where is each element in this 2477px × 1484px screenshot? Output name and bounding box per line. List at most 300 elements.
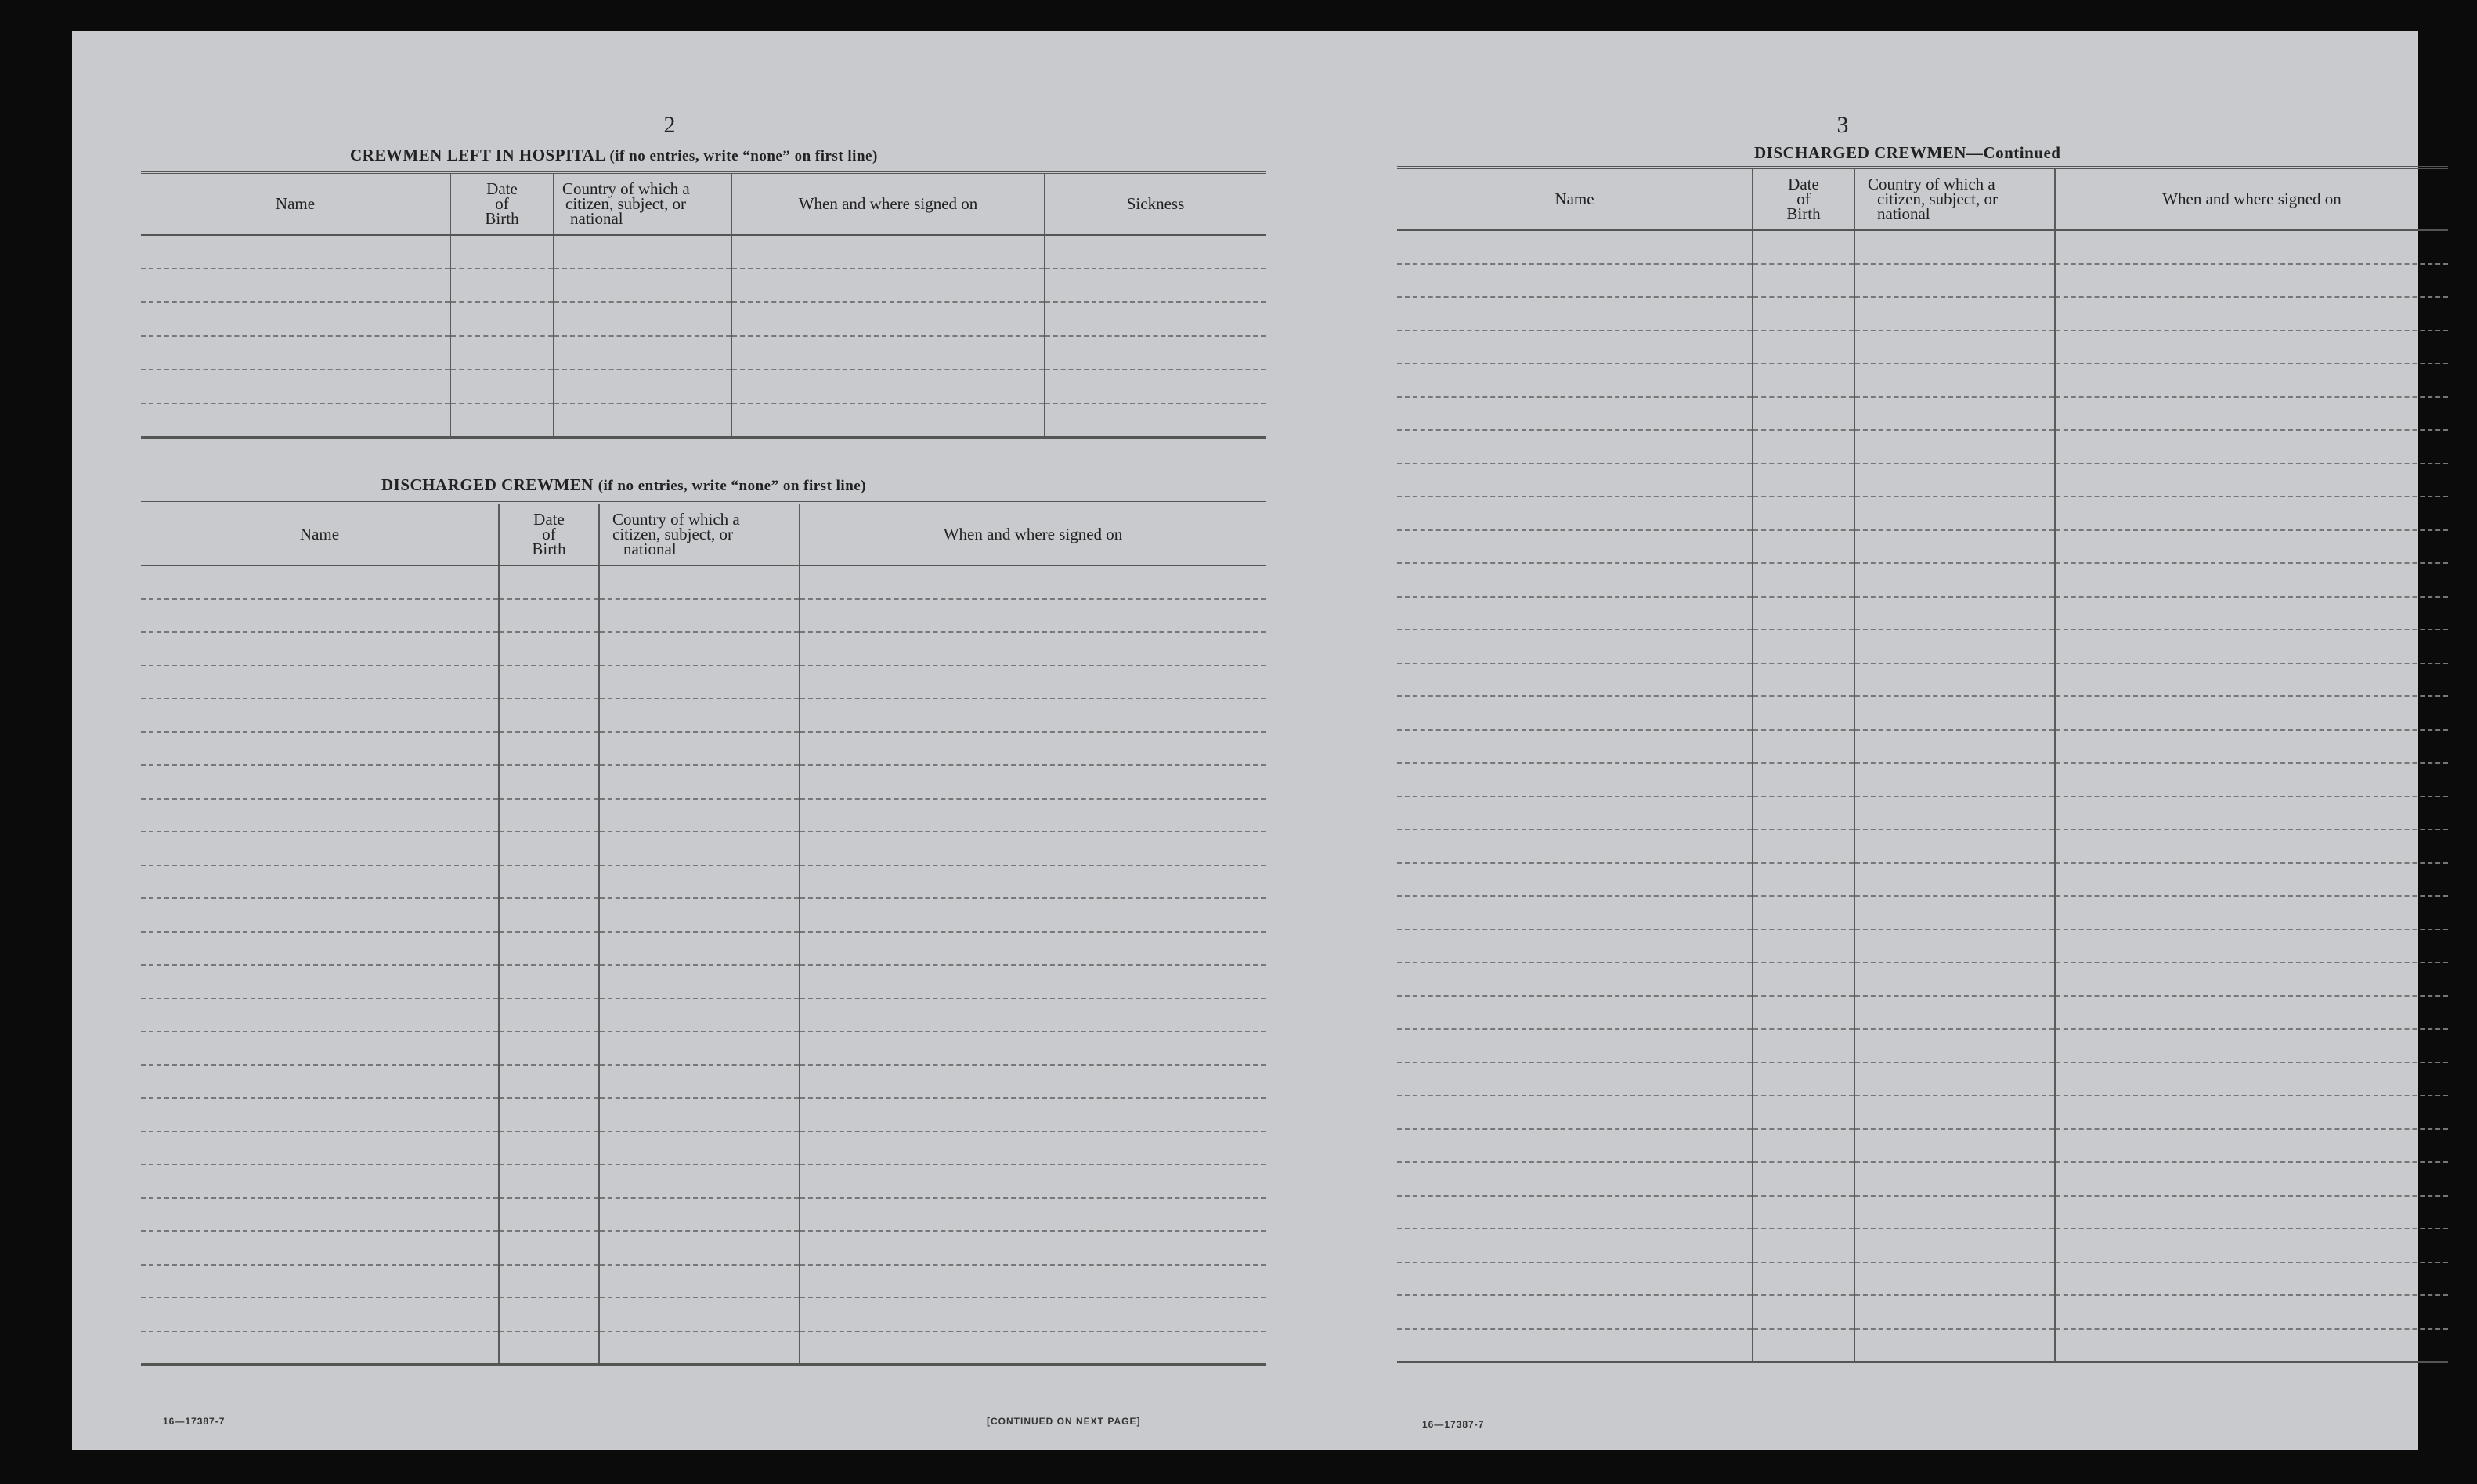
table-cell[interactable] xyxy=(1753,297,1854,330)
table-cell[interactable] xyxy=(1854,297,2055,330)
table-cell[interactable] xyxy=(141,1132,499,1165)
table-cell[interactable] xyxy=(1753,1196,1854,1229)
table-cell[interactable] xyxy=(141,370,450,403)
table-cell[interactable] xyxy=(599,865,800,899)
table-cell[interactable] xyxy=(800,732,1266,766)
table-cell[interactable] xyxy=(599,565,800,599)
table-cell[interactable] xyxy=(1397,1029,1753,1063)
table-cell[interactable] xyxy=(599,1164,800,1198)
table-cell[interactable] xyxy=(141,235,450,269)
table-cell[interactable] xyxy=(599,1331,800,1365)
table-cell[interactable] xyxy=(499,799,599,832)
table-cell[interactable] xyxy=(800,799,1266,832)
table-cell[interactable] xyxy=(554,269,731,302)
table-cell[interactable] xyxy=(800,998,1266,1032)
table-cell[interactable] xyxy=(1753,730,1854,764)
table-cell[interactable] xyxy=(1753,363,1854,397)
table-cell[interactable] xyxy=(2055,363,2448,397)
table-cell[interactable] xyxy=(141,932,499,966)
table-cell[interactable] xyxy=(141,965,499,998)
table-cell[interactable] xyxy=(141,599,499,633)
table-row xyxy=(141,865,1266,899)
table-cell[interactable] xyxy=(1397,1096,1753,1129)
table-cell[interactable] xyxy=(800,865,1266,899)
table-cell[interactable] xyxy=(499,1132,599,1165)
table-cell[interactable] xyxy=(1397,297,1753,330)
table-cell[interactable] xyxy=(499,932,599,966)
table-cell[interactable] xyxy=(599,932,800,966)
table-cell[interactable] xyxy=(499,965,599,998)
table-cell[interactable] xyxy=(1045,336,1266,370)
table-cell[interactable] xyxy=(2055,297,2448,330)
table-row xyxy=(141,1098,1266,1132)
table-cell[interactable] xyxy=(1854,896,2055,930)
table-cell[interactable] xyxy=(2055,863,2448,897)
table-cell[interactable] xyxy=(1753,930,1854,963)
table-cell[interactable] xyxy=(499,666,599,699)
table-cell[interactable] xyxy=(141,1098,499,1132)
table-cell[interactable] xyxy=(141,269,450,302)
table-cell[interactable] xyxy=(499,1331,599,1365)
table-cell[interactable] xyxy=(2055,1262,2448,1296)
table-cell[interactable] xyxy=(1854,1096,2055,1129)
col-signed-on: When and where signed on xyxy=(2055,168,2448,230)
table-cell[interactable] xyxy=(499,1098,599,1132)
table-cell[interactable] xyxy=(2055,264,2448,298)
table-cell[interactable] xyxy=(2055,496,2448,530)
table-cell[interactable] xyxy=(141,832,499,865)
table-cell[interactable] xyxy=(1854,363,2055,397)
table-cell[interactable] xyxy=(1753,829,1854,863)
table-cell[interactable] xyxy=(1397,930,1753,963)
table-cell[interactable] xyxy=(800,1231,1266,1265)
table-cell[interactable] xyxy=(2055,1329,2448,1363)
table-cell[interactable] xyxy=(1397,563,1753,597)
page-number: 3 xyxy=(1836,112,1849,138)
table-cell[interactable] xyxy=(141,1298,499,1331)
table-cell[interactable] xyxy=(1753,996,1854,1030)
table-cell[interactable] xyxy=(1397,763,1753,796)
table-cell[interactable] xyxy=(800,832,1266,865)
table-cell[interactable] xyxy=(731,269,1045,302)
table-cell[interactable] xyxy=(1397,796,1753,830)
discharged-cont-rows xyxy=(1397,230,2448,1362)
table-cell[interactable] xyxy=(731,403,1045,437)
table-cell[interactable] xyxy=(2055,230,2448,264)
table-cell[interactable] xyxy=(1854,1196,2055,1229)
table-cell[interactable] xyxy=(1854,330,2055,364)
table-cell[interactable] xyxy=(141,1331,499,1365)
table-row xyxy=(141,336,1266,370)
table-cell[interactable] xyxy=(141,699,499,732)
table-cell[interactable] xyxy=(1753,430,1854,464)
table-cell[interactable] xyxy=(141,765,499,799)
table-cell[interactable] xyxy=(1397,330,1753,364)
table-cell[interactable] xyxy=(2055,730,2448,764)
table-cell[interactable] xyxy=(1854,464,2055,497)
table-cell[interactable] xyxy=(599,965,800,998)
table-row xyxy=(1397,1129,2448,1163)
table-cell[interactable] xyxy=(1854,1029,2055,1063)
table-row xyxy=(141,965,1266,998)
table-cell[interactable] xyxy=(599,1265,800,1298)
table-cell[interactable] xyxy=(731,302,1045,336)
table-cell[interactable] xyxy=(141,1031,499,1065)
table-cell[interactable] xyxy=(1397,1129,1753,1163)
table-cell[interactable] xyxy=(1854,264,2055,298)
table-cell[interactable] xyxy=(1854,1063,2055,1096)
table-cell[interactable] xyxy=(599,898,800,932)
table-cell[interactable] xyxy=(1753,896,1854,930)
table-cell[interactable] xyxy=(731,370,1045,403)
table-cell[interactable] xyxy=(1753,962,1854,996)
table-cell[interactable] xyxy=(1854,930,2055,963)
table-cell[interactable] xyxy=(1397,1262,1753,1296)
table-cell[interactable] xyxy=(499,765,599,799)
table-cell[interactable] xyxy=(1854,1262,2055,1296)
table-cell[interactable] xyxy=(800,898,1266,932)
table-cell[interactable] xyxy=(2055,1096,2448,1129)
table-cell[interactable] xyxy=(599,1231,800,1265)
table-cell[interactable] xyxy=(800,565,1266,599)
table-row xyxy=(141,599,1266,633)
table-cell[interactable] xyxy=(1854,597,2055,630)
table-row xyxy=(141,302,1266,336)
table-cell[interactable] xyxy=(800,699,1266,732)
table-cell[interactable] xyxy=(2055,763,2448,796)
table-cell[interactable] xyxy=(1753,796,1854,830)
table-cell[interactable] xyxy=(499,699,599,732)
col-signed-on: When and where signed on xyxy=(800,503,1266,565)
discharged-rows xyxy=(141,565,1266,1364)
table-row xyxy=(1397,430,2448,464)
table-cell[interactable] xyxy=(1397,663,1753,697)
table-cell[interactable] xyxy=(1753,597,1854,630)
table-row xyxy=(141,832,1266,865)
discharged-table xyxy=(141,501,1266,1366)
table-cell[interactable] xyxy=(1397,430,1753,464)
table-cell[interactable] xyxy=(2055,930,2448,963)
table-cell[interactable] xyxy=(141,1265,499,1298)
table-cell[interactable] xyxy=(1045,235,1266,269)
table-cell[interactable] xyxy=(800,1164,1266,1198)
table-cell[interactable] xyxy=(1397,696,1753,730)
col-country xyxy=(1854,168,2055,230)
table-cell[interactable] xyxy=(800,1065,1266,1099)
table-cell[interactable] xyxy=(1397,730,1753,764)
table-cell[interactable] xyxy=(1854,397,2055,431)
table-cell[interactable] xyxy=(499,1031,599,1065)
table-cell[interactable] xyxy=(1045,269,1266,302)
table-cell[interactable] xyxy=(1854,563,2055,597)
table-cell[interactable] xyxy=(1854,630,2055,663)
table-cell[interactable] xyxy=(1753,1229,1854,1262)
table-row xyxy=(1397,663,2448,697)
table-cell[interactable] xyxy=(1854,730,2055,764)
table-cell[interactable] xyxy=(599,666,800,699)
table-cell[interactable] xyxy=(1397,496,1753,530)
table-cell[interactable] xyxy=(599,1132,800,1165)
table-cell[interactable] xyxy=(1397,1229,1753,1262)
table-cell[interactable] xyxy=(1045,403,1266,437)
table-cell[interactable] xyxy=(1753,563,1854,597)
table-row xyxy=(1397,330,2448,364)
table-cell[interactable] xyxy=(1045,302,1266,336)
table-cell[interactable] xyxy=(2055,330,2448,364)
table-cell[interactable] xyxy=(499,1065,599,1099)
table-cell[interactable] xyxy=(1854,663,2055,697)
table-cell[interactable] xyxy=(141,898,499,932)
table-cell[interactable] xyxy=(1397,1162,1753,1196)
table-cell[interactable] xyxy=(1854,796,2055,830)
table-cell[interactable] xyxy=(1854,1129,2055,1163)
table-cell[interactable] xyxy=(1753,496,1854,530)
table-cell[interactable] xyxy=(1753,863,1854,897)
table-cell[interactable] xyxy=(599,1298,800,1331)
col-birth-line: Birth xyxy=(1786,204,1821,223)
table-cell[interactable] xyxy=(499,1164,599,1198)
table-cell[interactable] xyxy=(1753,264,1854,298)
table-cell[interactable] xyxy=(499,898,599,932)
table-cell[interactable] xyxy=(141,1231,499,1265)
table-row xyxy=(1397,597,2448,630)
table-cell[interactable] xyxy=(2055,1029,2448,1063)
table-cell[interactable] xyxy=(141,998,499,1032)
table-cell[interactable] xyxy=(800,765,1266,799)
table-cell[interactable] xyxy=(1397,230,1753,264)
table-cell[interactable] xyxy=(599,799,800,832)
table-cell[interactable] xyxy=(554,302,731,336)
table-cell[interactable] xyxy=(499,1198,599,1232)
table-cell[interactable] xyxy=(1854,496,2055,530)
table-row xyxy=(141,1065,1266,1099)
table-cell[interactable] xyxy=(499,1298,599,1331)
table-cell[interactable] xyxy=(450,302,554,336)
col-name: Name xyxy=(141,503,499,565)
col-date-of-birth xyxy=(1753,168,1854,230)
table-cell[interactable] xyxy=(1854,763,2055,796)
table-cell[interactable] xyxy=(1854,1162,2055,1196)
table-cell[interactable] xyxy=(2055,1229,2448,1262)
table-cell[interactable] xyxy=(141,632,499,666)
table-cell[interactable] xyxy=(1045,370,1266,403)
table-cell[interactable] xyxy=(554,403,731,437)
table-cell[interactable] xyxy=(1397,530,1753,564)
table-cell[interactable] xyxy=(450,235,554,269)
table-cell[interactable] xyxy=(1854,230,2055,264)
table-cell[interactable] xyxy=(1397,1063,1753,1096)
table-cell[interactable] xyxy=(599,699,800,732)
table-cell[interactable] xyxy=(1854,962,2055,996)
table-cell[interactable] xyxy=(499,865,599,899)
table-cell[interactable] xyxy=(1854,530,2055,564)
table-cell[interactable] xyxy=(450,336,554,370)
table-cell[interactable] xyxy=(599,765,800,799)
table-cell[interactable] xyxy=(1753,1262,1854,1296)
table-cell[interactable] xyxy=(599,998,800,1032)
table-cell[interactable] xyxy=(554,235,731,269)
table-cell[interactable] xyxy=(1854,863,2055,897)
table-cell[interactable] xyxy=(1854,1229,2055,1262)
table-cell[interactable] xyxy=(1397,996,1753,1030)
table-cell[interactable] xyxy=(141,1198,499,1232)
table-cell[interactable] xyxy=(1753,1129,1854,1163)
table-cell[interactable] xyxy=(1397,829,1753,863)
table-cell[interactable] xyxy=(141,732,499,766)
table-cell[interactable] xyxy=(1753,1162,1854,1196)
table-row xyxy=(1397,496,2448,530)
table-cell[interactable] xyxy=(499,632,599,666)
table-cell[interactable] xyxy=(141,1065,499,1099)
col-date-line: Date xyxy=(1788,175,1819,193)
table-cell[interactable] xyxy=(450,269,554,302)
table-row xyxy=(1397,1262,2448,1296)
table-cell[interactable] xyxy=(141,865,499,899)
table-cell[interactable] xyxy=(1397,630,1753,663)
table-cell[interactable] xyxy=(2055,796,2448,830)
table-cell[interactable] xyxy=(1753,663,1854,697)
table-cell[interactable] xyxy=(450,370,554,403)
table-cell[interactable] xyxy=(141,565,499,599)
table-cell[interactable] xyxy=(800,1331,1266,1365)
table-cell[interactable] xyxy=(1854,1329,2055,1363)
table-cell[interactable] xyxy=(800,632,1266,666)
table-cell[interactable] xyxy=(1854,1295,2055,1329)
table-cell[interactable] xyxy=(800,1098,1266,1132)
table-cell[interactable] xyxy=(141,666,499,699)
table-cell[interactable] xyxy=(1397,597,1753,630)
table-cell[interactable] xyxy=(599,1065,800,1099)
table-cell[interactable] xyxy=(499,998,599,1032)
table-cell[interactable] xyxy=(1753,1329,1854,1363)
table-cell[interactable] xyxy=(2055,430,2448,464)
table-cell[interactable] xyxy=(1854,829,2055,863)
table-cell[interactable] xyxy=(2055,597,2448,630)
table-cell[interactable] xyxy=(1397,962,1753,996)
table-cell[interactable] xyxy=(1753,530,1854,564)
table-cell[interactable] xyxy=(141,403,450,437)
table-cell[interactable] xyxy=(599,599,800,633)
table-cell[interactable] xyxy=(599,1031,800,1065)
form-number: 16—17387-7 xyxy=(163,1416,226,1427)
table-cell[interactable] xyxy=(1753,1295,1854,1329)
table-cell[interactable] xyxy=(141,1164,499,1198)
table-cell[interactable] xyxy=(800,599,1266,633)
table-cell[interactable] xyxy=(800,965,1266,998)
table-cell[interactable] xyxy=(2055,829,2448,863)
table-cell[interactable] xyxy=(499,832,599,865)
table-cell[interactable] xyxy=(2055,896,2448,930)
col-country-line-3: national xyxy=(623,540,677,558)
table-cell[interactable] xyxy=(731,235,1045,269)
table-cell[interactable] xyxy=(2055,1063,2448,1096)
table-cell[interactable] xyxy=(1397,363,1753,397)
table-cell[interactable] xyxy=(1753,1029,1854,1063)
table-cell[interactable] xyxy=(1753,1096,1854,1129)
table-cell[interactable] xyxy=(2055,696,2448,730)
table-cell[interactable] xyxy=(1753,397,1854,431)
table-cell[interactable] xyxy=(1397,1196,1753,1229)
table-cell[interactable] xyxy=(800,1265,1266,1298)
table-cell[interactable] xyxy=(2055,563,2448,597)
table-cell[interactable] xyxy=(499,1265,599,1298)
table-cell[interactable] xyxy=(599,1098,800,1132)
table-cell[interactable] xyxy=(499,732,599,766)
table-cell[interactable] xyxy=(1854,996,2055,1030)
table-cell[interactable] xyxy=(1397,896,1753,930)
table-cell[interactable] xyxy=(1753,330,1854,364)
table-cell[interactable] xyxy=(554,370,731,403)
table-cell[interactable] xyxy=(800,1298,1266,1331)
table-cell[interactable] xyxy=(2055,630,2448,663)
table-cell[interactable] xyxy=(2055,663,2448,697)
table-cell[interactable] xyxy=(599,632,800,666)
table-row xyxy=(1397,264,2448,298)
table-row xyxy=(141,666,1266,699)
table-cell[interactable] xyxy=(599,732,800,766)
table-row xyxy=(141,898,1266,932)
table-cell[interactable] xyxy=(554,336,731,370)
table-cell[interactable] xyxy=(2055,1196,2448,1229)
table-cell[interactable] xyxy=(2055,1162,2448,1196)
table-cell[interactable] xyxy=(800,1031,1266,1065)
table-cell[interactable] xyxy=(2055,397,2448,431)
col-of-line: of xyxy=(1796,190,1811,208)
table-cell[interactable] xyxy=(2055,464,2448,497)
table-cell[interactable] xyxy=(2055,530,2448,564)
table-cell[interactable] xyxy=(800,666,1266,699)
table-row xyxy=(141,1164,1266,1198)
table-cell[interactable] xyxy=(1753,230,1854,264)
table-cell[interactable] xyxy=(1854,430,2055,464)
table-cell[interactable] xyxy=(800,1132,1266,1165)
table-cell[interactable] xyxy=(1753,763,1854,796)
table-cell[interactable] xyxy=(1753,464,1854,497)
table-cell[interactable] xyxy=(141,799,499,832)
table-cell[interactable] xyxy=(1397,264,1753,298)
table-cell[interactable] xyxy=(1397,397,1753,431)
table-cell[interactable] xyxy=(2055,1295,2448,1329)
left-page xyxy=(72,31,1245,1450)
table-cell[interactable] xyxy=(2055,962,2448,996)
table-cell[interactable] xyxy=(599,1198,800,1232)
table-cell[interactable] xyxy=(141,302,450,336)
table-cell[interactable] xyxy=(1753,630,1854,663)
table-cell[interactable] xyxy=(599,832,800,865)
col-country-line-2: citizen, subject, or xyxy=(612,525,733,543)
table-cell[interactable] xyxy=(2055,996,2448,1030)
table-row xyxy=(1397,763,2448,796)
table-cell[interactable] xyxy=(1854,696,2055,730)
table-cell[interactable] xyxy=(800,1198,1266,1232)
table-cell[interactable] xyxy=(1753,1063,1854,1096)
table-cell[interactable] xyxy=(1753,696,1854,730)
table-cell[interactable] xyxy=(800,932,1266,966)
table-cell[interactable] xyxy=(2055,1129,2448,1163)
discharged-cont-title: DISCHARGED CREWMEN—Continued xyxy=(1754,143,2061,162)
table-cell[interactable] xyxy=(1397,1295,1753,1329)
table-cell[interactable] xyxy=(450,403,554,437)
table-cell[interactable] xyxy=(499,565,599,599)
table-cell[interactable] xyxy=(731,336,1045,370)
table-cell[interactable] xyxy=(499,1231,599,1265)
table-cell[interactable] xyxy=(1397,1329,1753,1363)
table-cell[interactable] xyxy=(141,336,450,370)
table-cell[interactable] xyxy=(499,599,599,633)
table-cell[interactable] xyxy=(1397,464,1753,497)
table-cell[interactable] xyxy=(1397,863,1753,897)
col-country-line-3: national xyxy=(1877,204,1930,223)
